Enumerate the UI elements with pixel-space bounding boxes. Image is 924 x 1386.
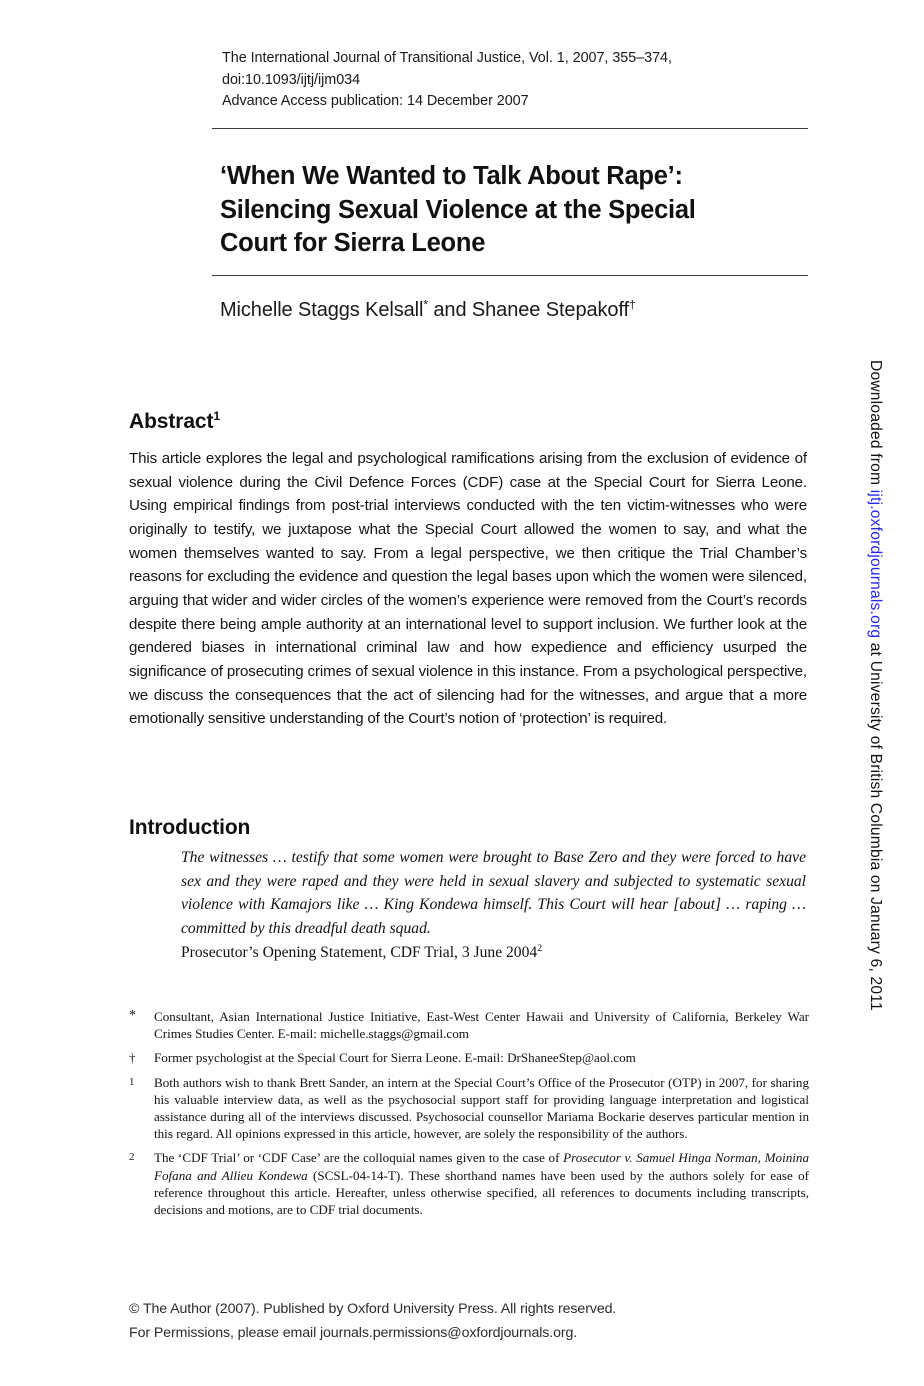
download-watermark (862, 360, 894, 1060)
introduction-heading: Introduction (129, 816, 251, 840)
journal-doi-line: doi:10.1093/ijtj/ijm034 (222, 71, 361, 88)
footnote-marker: 2 (129, 1151, 135, 1164)
footnote-text-part-1: The ‘CDF Trial’ or ‘CDF Case’ are the colloquial names given to the case of (154, 1150, 564, 1166)
permissions-line: For Permissions, please email journals.permissions@oxfordjournals.org. (129, 1325, 578, 1341)
footnote-item (129, 1049, 809, 1066)
footnote-case-name: Prosecutor v. Samuel Hinga Norman, Moinina Fofana and Allieu Kondewa (154, 1150, 810, 1183)
download-suffix: at University of British Columbia on January 6, 2011 (867, 638, 884, 1011)
footnote-text: Former psychologist at the Special Court for Sierra Leone. E-mail: DrShaneeStep@aol.com (154, 1050, 636, 1066)
title-line-1: ‘When We Wanted to Talk About Rape’: (220, 162, 683, 191)
epigraph-footnote-marker: 2 (537, 942, 543, 954)
abstract-heading (129, 410, 220, 434)
abstract-footnote-marker: 1 (213, 409, 221, 424)
footnote-text: Consultant, Asian International Justice Initiative, East-West Center Hawaii and University of California, Berkeley War Crimes Studies Center. E-mail: michelle.staggs@gmail.com (154, 1009, 809, 1042)
copyright-footer (129, 1297, 809, 1345)
journal-header (222, 48, 822, 113)
journal-advance-access-line: Advance Access publication: 14 December 2007 (222, 93, 529, 109)
footnote-marker: 1 (129, 1075, 135, 1088)
footnote-item (129, 1008, 809, 1042)
abstract-text: This article explores the legal and psychological ramifications arising from the exclusion of evidence of sexual violence during the Civil Defence Forces (CDF) case at the Special Court for Sierra Leone. Using empirical findings from post-trial interviews conducted with the ten victim-witnesses who were originally to testify, we juxtapose what the Special Court allowed the women to say, and what the women themselves wanted to say. From a legal perspective, we then critique the Trial Chamber’s reasons for excluding the evidence and question the legal bases upon which the women were silenced, arguing that wider and wider circles of the women’s experience were removed from the Court’s records despite there being ample authority at an international level to support inclusion. We further look at the gendered biases in international criminal law and how expedience and efficiency usurped the significance of prosecuting crimes of sexual violence in this instance. From a psychological perspective, we discuss the consequences that the act of silencing had for the witnesses, and argue that a more emotionally sensitive understanding of the Court’s notion of ‘protection’ is required. (129, 450, 807, 728)
title-divider-rule (212, 275, 808, 276)
author-name-1: Michelle Staggs Kelsall (220, 299, 424, 321)
download-prefix: Downloaded from (867, 360, 884, 490)
author-2-footnote-marker: † (628, 297, 636, 312)
footnote-marker: * (129, 1008, 136, 1023)
epigraph-source (181, 941, 806, 965)
header-divider-rule (212, 128, 808, 129)
footnote-marker: † (129, 1050, 136, 1066)
epigraph-quote-text: The witnesses … testify that some women were brought to Base Zero and they were forced to have sex and they were raped and they were held in sexual slavery and subjected to systematic sexual violence with Kamajors like … King Kondewa himself. This Court will hear [about] … raping … committed by this dreadful death squad. (181, 849, 806, 937)
author-conjunction: and (427, 299, 472, 321)
footnote-item (129, 1149, 809, 1218)
copyright-line-1: © The Author (2007). Published by Oxford University Press. All rights reserved. (129, 1301, 617, 1317)
footnote-text: Both authors wish to thank Brett Sander, an intern at the Special Court’s Office of the Prosecutor (OTP) in 2007, for sharing his valuable interview data, as well as the psychosocial support staff for providing language interpretation and logistical assistance during all of the interviews discussed. Psychosocial counsellor Mariama Bockarie deserves particular mention in this regard. All opinions expressed in this article, however, are solely the responsibility of the authors. (154, 1074, 809, 1142)
title-line-3: Court for Sierra Leone (220, 229, 486, 258)
footnote-text-part-2: (SCSL-04-14-T). These shorthand names have been used by the authors solely for ease of reference throughout this article. Hereafter, unless otherwise specified, all references to documents including transcripts, decisions and motions, are to CDF trial documents. (154, 1167, 809, 1218)
title-line-2: Silencing Sexual Violence at the Special (220, 195, 696, 224)
epigraph-blockquote (181, 846, 806, 964)
page-title (220, 160, 820, 261)
download-source-link[interactable]: ijtj.oxfordjournals.org (867, 489, 884, 639)
author-1-footnote-marker: * (423, 297, 428, 312)
footnote-list (129, 1008, 809, 1218)
epigraph-source-text: Prosecutor’s Opening Statement, CDF Trial, 3 June 2004 (181, 943, 538, 961)
journal-citation-line: The International Journal of Transitional Justice, Vol. 1, 2007, 355–374, (222, 50, 672, 66)
author-byline (220, 297, 840, 323)
abstract-heading-label: Abstract (129, 410, 214, 434)
download-watermark-text (866, 360, 884, 1011)
author-name-2: Shanee Stepakoff (471, 299, 629, 321)
footnote-item (129, 1074, 809, 1143)
